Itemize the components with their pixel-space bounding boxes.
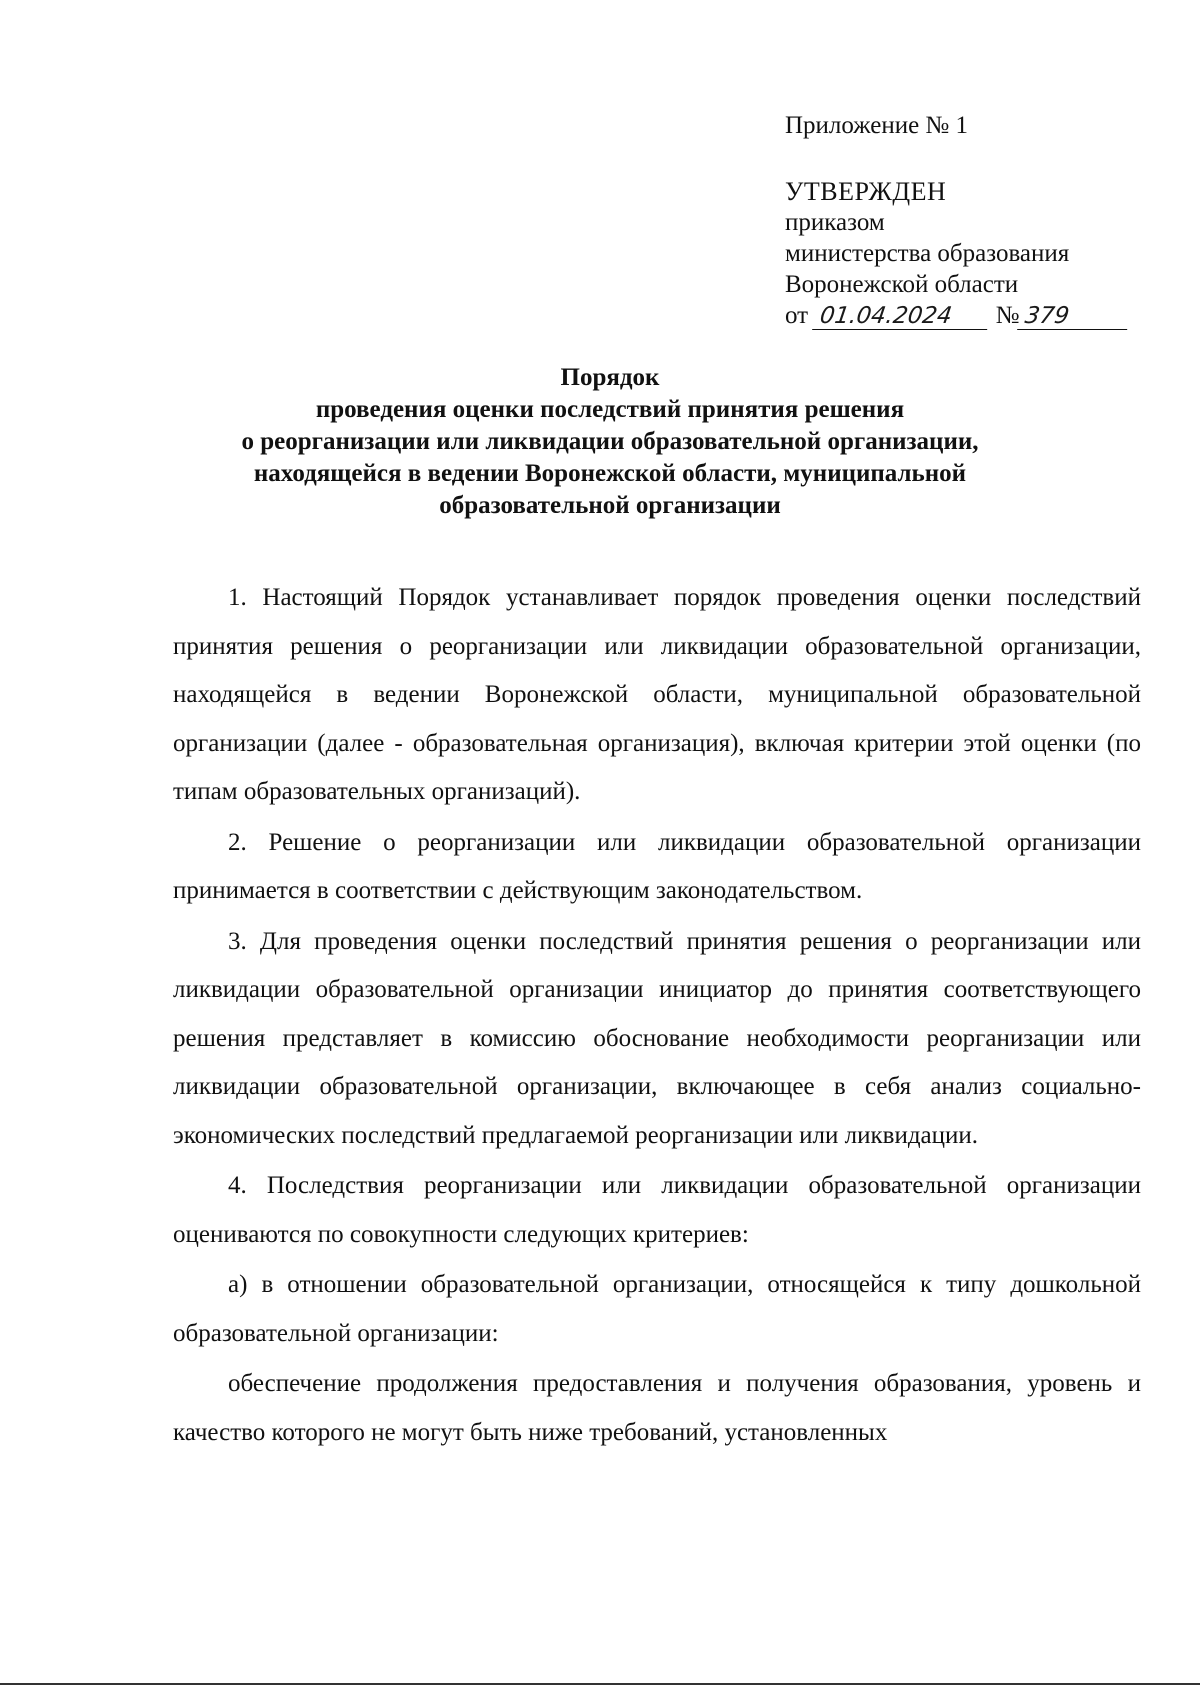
appendix-label: Приложение № 1	[785, 112, 969, 139]
order-date-handwritten: 01.04.2024	[812, 303, 991, 330]
document-body	[173, 574, 1141, 1459]
title-line-3: о реорганизации или ликвидации образовательной организации,	[241, 428, 979, 455]
approved-line-3: Воронежской области	[785, 271, 1019, 298]
page-bottom-border	[0, 1683, 1200, 1685]
paragraph-2: 2. Решение о реорганизации или ликвидации образовательной организации принимается в соответствии с действующим законодательством.	[173, 828, 1141, 904]
paragraph-3: 3. Для проведения оценки последствий принятия решения о реорганизации или ликвидации образовательной организации инициатор до принятия соответствующего решения представляет в комиссию обоснование необходимости реорганизации или ликвидации образовательной организации, включающее в себя анализ социально-экономических последствий предлагаемой реорганизации или ликвидации.	[173, 927, 1141, 1149]
order-prefix: от	[785, 302, 809, 329]
title-line-5: образовательной организации	[439, 492, 781, 519]
approved-line-2: министерства образования	[785, 240, 1070, 267]
title-line-4: находящейся в ведении Воронежской области, муниципальной	[253, 460, 967, 487]
paragraph-1: 1. Настоящий Порядок устанавливает порядок проведения оценки последствий принятия решения о реорганизации или ликвидации образовательной организации, находящейся в ведении Воронежской области, муниципальной образовательной организации (далее - образовательная организация), включая критерии этой оценки (по типам образовательных организаций).	[173, 584, 1141, 805]
title-line-1: Порядок	[560, 364, 660, 391]
approved-heading: УТВЕРЖДЕН	[785, 177, 947, 206]
order-number-handwritten: 379	[1018, 303, 1132, 330]
paragraph-4a: а) в отношении образовательной организации, относящейся к типу дошкольной образовательной организации:	[173, 1271, 1141, 1347]
approved-line-1: приказом	[785, 209, 885, 236]
title-line-2: проведения оценки последствий принятия решения	[315, 396, 905, 423]
document-title	[170, 362, 1050, 522]
order-reference	[785, 300, 1129, 331]
order-number-label: №	[995, 302, 1020, 329]
paragraph-4: 4. Последствия реорганизации или ликвидации образовательной организации оцениваются по совокупности следующих критериев:	[173, 1172, 1141, 1248]
approval-block	[785, 176, 1129, 331]
paragraph-criterion-1: обеспечение продолжения предоставления и получения образования, уровень и качество которого не могут быть ниже требований, установленных	[173, 1370, 1141, 1446]
